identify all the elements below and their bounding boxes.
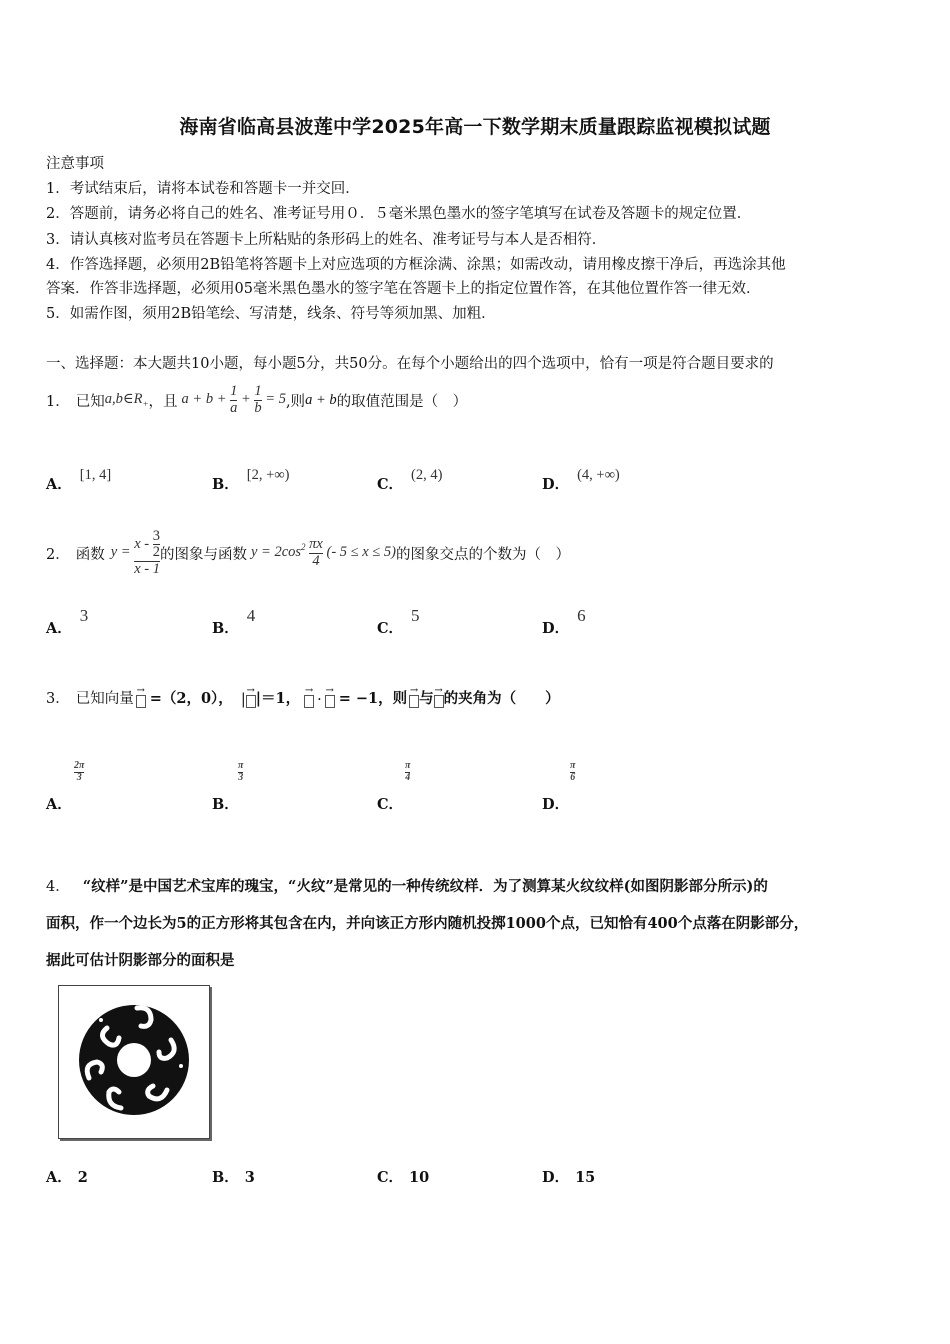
q1-expr: a + b: [305, 391, 337, 408]
section-heading: 一、选择题：本大题共10小题，每小题5分，共50分。在每个小题给出的四个选项中，恰有一项是符合题目要求的: [46, 356, 774, 372]
notes-heading: 注意事项: [46, 156, 104, 172]
q2-option-b[interactable]: B．4: [212, 606, 256, 637]
question-4-line-2: 面积，作一个边长为5的正方形将其包含在内，并向该正方形内随机投掷1000个点，已知恰有400个点落在阴影部分，: [46, 915, 809, 932]
question-2: [46, 518, 570, 588]
fire-pattern-figure: [58, 985, 210, 1139]
question-4-line-3: 据此可估计阴影部分的面积是: [46, 952, 235, 969]
q1-equation: a + b + $\frac{1}{a}$ + $\frac{1}{b}$ = 5: [181, 383, 286, 416]
q2-option-a[interactable]: A．3: [46, 606, 89, 637]
q2-option-d[interactable]: D．6: [542, 606, 586, 637]
q1-number: 1．: [46, 393, 70, 410]
q3-number: 3．: [46, 691, 70, 707]
vector-b: →: [325, 686, 335, 708]
question-4-line-1: 4． “纹样”是中国艺术宝库的瑰宝，“火纹”是常见的一种传统纹样．为了测算某火纹纹样(如图阴影部分所示)的: [46, 878, 768, 895]
q3-post: 的夹角为（ ）: [443, 690, 560, 707]
q3-eq2: |＝1，: [255, 690, 301, 707]
q1-post1: ,则: [285, 393, 306, 410]
q1-prefix: 已知: [75, 393, 105, 410]
note-item: 5．如需作图，须用2B铅笔绘、写清楚，线条、符号等须加黑、加粗．: [46, 306, 496, 322]
q2-prefix: 函数: [75, 546, 105, 563]
note-item: 4．作答选择题，必须用2B铅笔将答题卡上对应选项的方框涂满、涂黑；如需改动，请用橡皮擦干净后，再选涂其他: [46, 257, 786, 273]
q3-abs-open: |: [240, 692, 246, 708]
q4-option-b[interactable]: B． 3: [212, 1169, 255, 1186]
q2-function-1: y = x - $\frac{3}{2}$ x - 1: [110, 528, 160, 577]
note-item: 2．答题前，请务必将自己的姓名、准考证号用０．５毫米黑色墨水的签字笔填写在试卷及答题卡的规定位置．: [46, 206, 752, 222]
q3-option-b[interactable]: B． π 3: [212, 760, 244, 813]
q3-prefix: 已知向量: [75, 691, 134, 707]
q1-mid: ，且: [148, 393, 178, 410]
q4-option-a[interactable]: A． 2: [46, 1169, 88, 1186]
q1-condition: $a,b\in R_+$: [104, 391, 149, 409]
vector-b: →: [434, 686, 444, 708]
q3-eq1: =（2，0），: [149, 690, 233, 707]
dot-operator: ·: [317, 692, 322, 708]
q1-option-c[interactable]: C．(2, 4): [377, 467, 443, 493]
note-item: 1．考试结束后，请将本试卷和答题卡一并交回．: [46, 181, 360, 197]
vector-a: →: [136, 686, 146, 708]
q2-function-2: $y = 2\cos^2$ $\frac{\pi x}{4}$ (- 5 ≤ x ≤ 5): [250, 536, 396, 569]
q1-option-d[interactable]: D．(4, +∞): [542, 467, 620, 493]
note-item: 3．请认真核对监考员在答题卡上所粘贴的条形码上的姓名、准考证号与本人是否相符．: [46, 232, 607, 248]
q3-option-d[interactable]: D． π 6: [542, 760, 576, 813]
q4-option-c[interactable]: C． 10: [377, 1169, 430, 1186]
q2-option-c[interactable]: C．5: [377, 606, 420, 637]
fire-pattern-image: [59, 986, 209, 1138]
vector-b: →: [246, 686, 256, 708]
q1-post2: 的取值范围是（ ）: [336, 393, 468, 410]
q2-post: 的图象交点的个数为（ ）: [395, 546, 570, 563]
q3-option-c[interactable]: C． π 4: [377, 760, 411, 813]
note-item: 答案．作答非选择题，必须用05毫米黑色墨水的签字笔在答题卡上的指定位置作答，在其他位置作答一律无效．: [46, 281, 761, 297]
q4-number: 4．: [46, 879, 70, 895]
question-1: [46, 378, 467, 422]
q1-option-b[interactable]: B．[2, +∞): [212, 467, 290, 493]
q1-option-a[interactable]: A．[1, 4]: [46, 467, 112, 493]
q2-mid: 的图象与函数: [159, 546, 247, 563]
vector-a: →: [409, 686, 419, 708]
q4-option-d[interactable]: D． 15: [542, 1169, 596, 1186]
question-3: [46, 672, 560, 708]
q2-number: 2．: [46, 546, 70, 563]
q3-eq3: = −1，则: [338, 690, 408, 707]
vector-a: →: [304, 686, 314, 708]
q3-option-a[interactable]: A． 2π 3: [46, 760, 85, 813]
page-title: 海南省临高县波莲中学2025年高一下数学期末质量跟踪监视模拟试题: [179, 116, 771, 138]
q3-yu: 与: [419, 690, 434, 707]
